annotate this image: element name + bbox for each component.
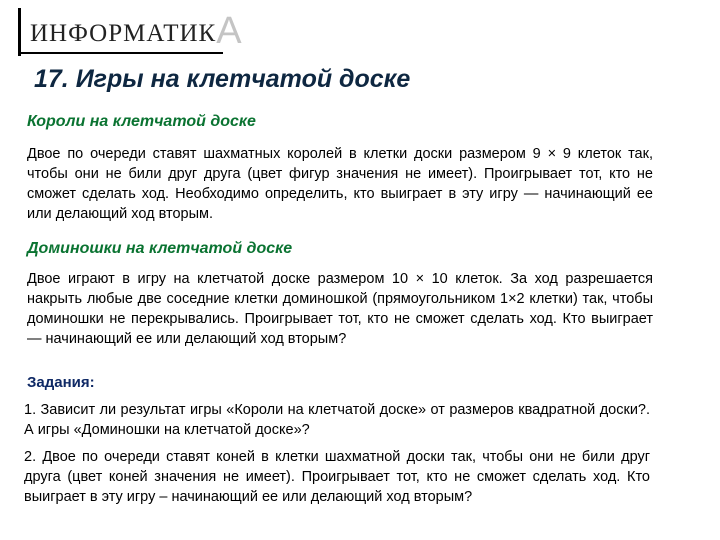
section-text-kings: Двое по очереди ставят шахматных королей в клетки доски размером 9 × 9 клеток так, чтобы они не били друг друга (цвет фигур значения не имеет). Проигрывает тот, кто не сможет сделать ход. Необходимо определить, кто выиграет в эту игру — начинающий ее или делающий ход вторым.: [27, 146, 653, 222]
task-number-1: 1.: [24, 402, 37, 418]
task-item-2: [24, 447, 650, 507]
logo-letter-a: А: [216, 10, 242, 52]
section-heading-dominoes: Доминошки на клетчатой доске: [27, 240, 293, 257]
logo-underline: [18, 52, 223, 54]
section-heading-kings: Короли на клетчатой доске: [27, 113, 256, 130]
page-title: 17. Игры на клетчатой доске: [34, 65, 411, 93]
logo-vertical-bar: [18, 8, 21, 56]
task-number-2: 2.: [24, 449, 37, 465]
tasks-heading: Задания:: [27, 374, 95, 391]
logo-text: ИНФОРМАТИК: [30, 20, 217, 47]
task-item-1: [24, 400, 650, 440]
section-text-dominoes: Двое играют в игру на клетчатой доске размером 10 × 10 клеток. За ход разрешается накрыть любые две соседние клетки доминошкой (прямоугольником 1×2 клетки) так, чтобы доминошки не перекрывались. Проигрывает тот, кто не сможет сделать ход. Кто выиграет — начинающий ее или делающий ход вторым?: [27, 271, 653, 347]
informatika-logo: [30, 10, 242, 53]
task-text-1: Зависит ли результат игры «Короли на клетчатой доске» от размеров квадратной доски?. А игры «Доминошки на клетчатой доске»?: [24, 402, 651, 438]
task-text-2: Двое по очереди ставят коней в клетки шахматной доски так, чтобы они не били друг друга (цвет коней значения не имеет). Проигрывает тот, кто не сможет сделать ход. Кто выиграет в эту игру – начинающий ее или делающий ход вторым?: [24, 449, 651, 505]
